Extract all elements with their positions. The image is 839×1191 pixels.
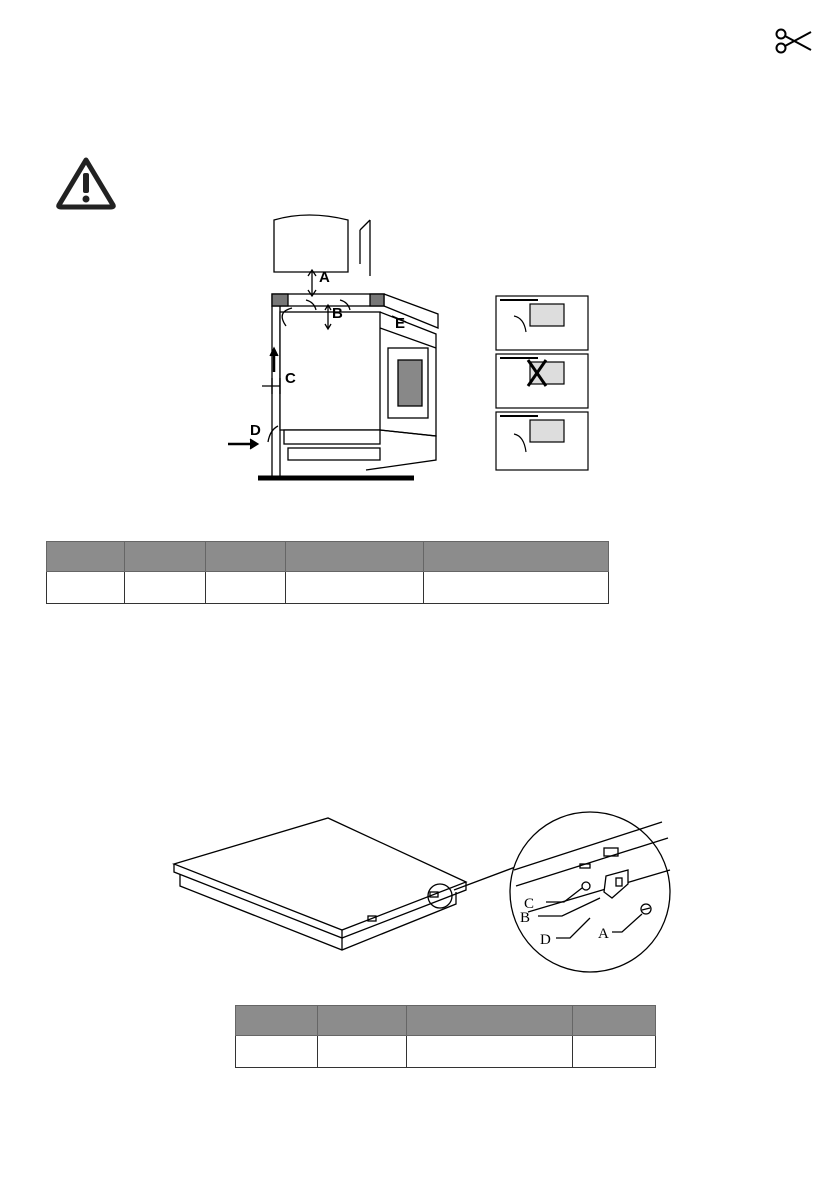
table1-cell [424, 572, 609, 604]
table1-header-cell [206, 542, 286, 572]
table1-cell [47, 572, 125, 604]
table2-cell [236, 1036, 318, 1068]
label-b: B [520, 910, 531, 926]
warning-triangle-icon [55, 156, 117, 210]
ventilation-clearance-diagram [228, 208, 620, 486]
label-a: A [319, 269, 330, 286]
label-c: C [285, 370, 296, 387]
table1-cell [125, 572, 206, 604]
label-e: E [395, 315, 406, 332]
table2-cell [318, 1036, 407, 1068]
table1-header-cell [424, 542, 609, 572]
label-c: C [524, 896, 535, 912]
label-b: B [332, 305, 343, 322]
label-d: D [250, 422, 261, 439]
table2-header-cell [407, 1006, 573, 1036]
table2-header-cell [318, 1006, 407, 1036]
table2-header-cell [573, 1006, 656, 1036]
table2-cell [407, 1036, 573, 1068]
table1-cell [206, 572, 286, 604]
table1-header-cell [286, 542, 424, 572]
table-row [236, 1036, 656, 1068]
table2-header-cell [236, 1006, 318, 1036]
hob-bracket-diagram [172, 782, 692, 974]
bracket-parts-table [235, 1005, 656, 1068]
table1-header-cell [47, 542, 125, 572]
table1-header-cell [125, 542, 206, 572]
clearance-table [46, 541, 609, 604]
table-row [47, 572, 609, 604]
table1-cell [286, 572, 424, 604]
scissors-icon [775, 28, 813, 54]
label-a: A [598, 926, 609, 942]
label-d: D [540, 932, 551, 948]
table2-cell [573, 1036, 656, 1068]
